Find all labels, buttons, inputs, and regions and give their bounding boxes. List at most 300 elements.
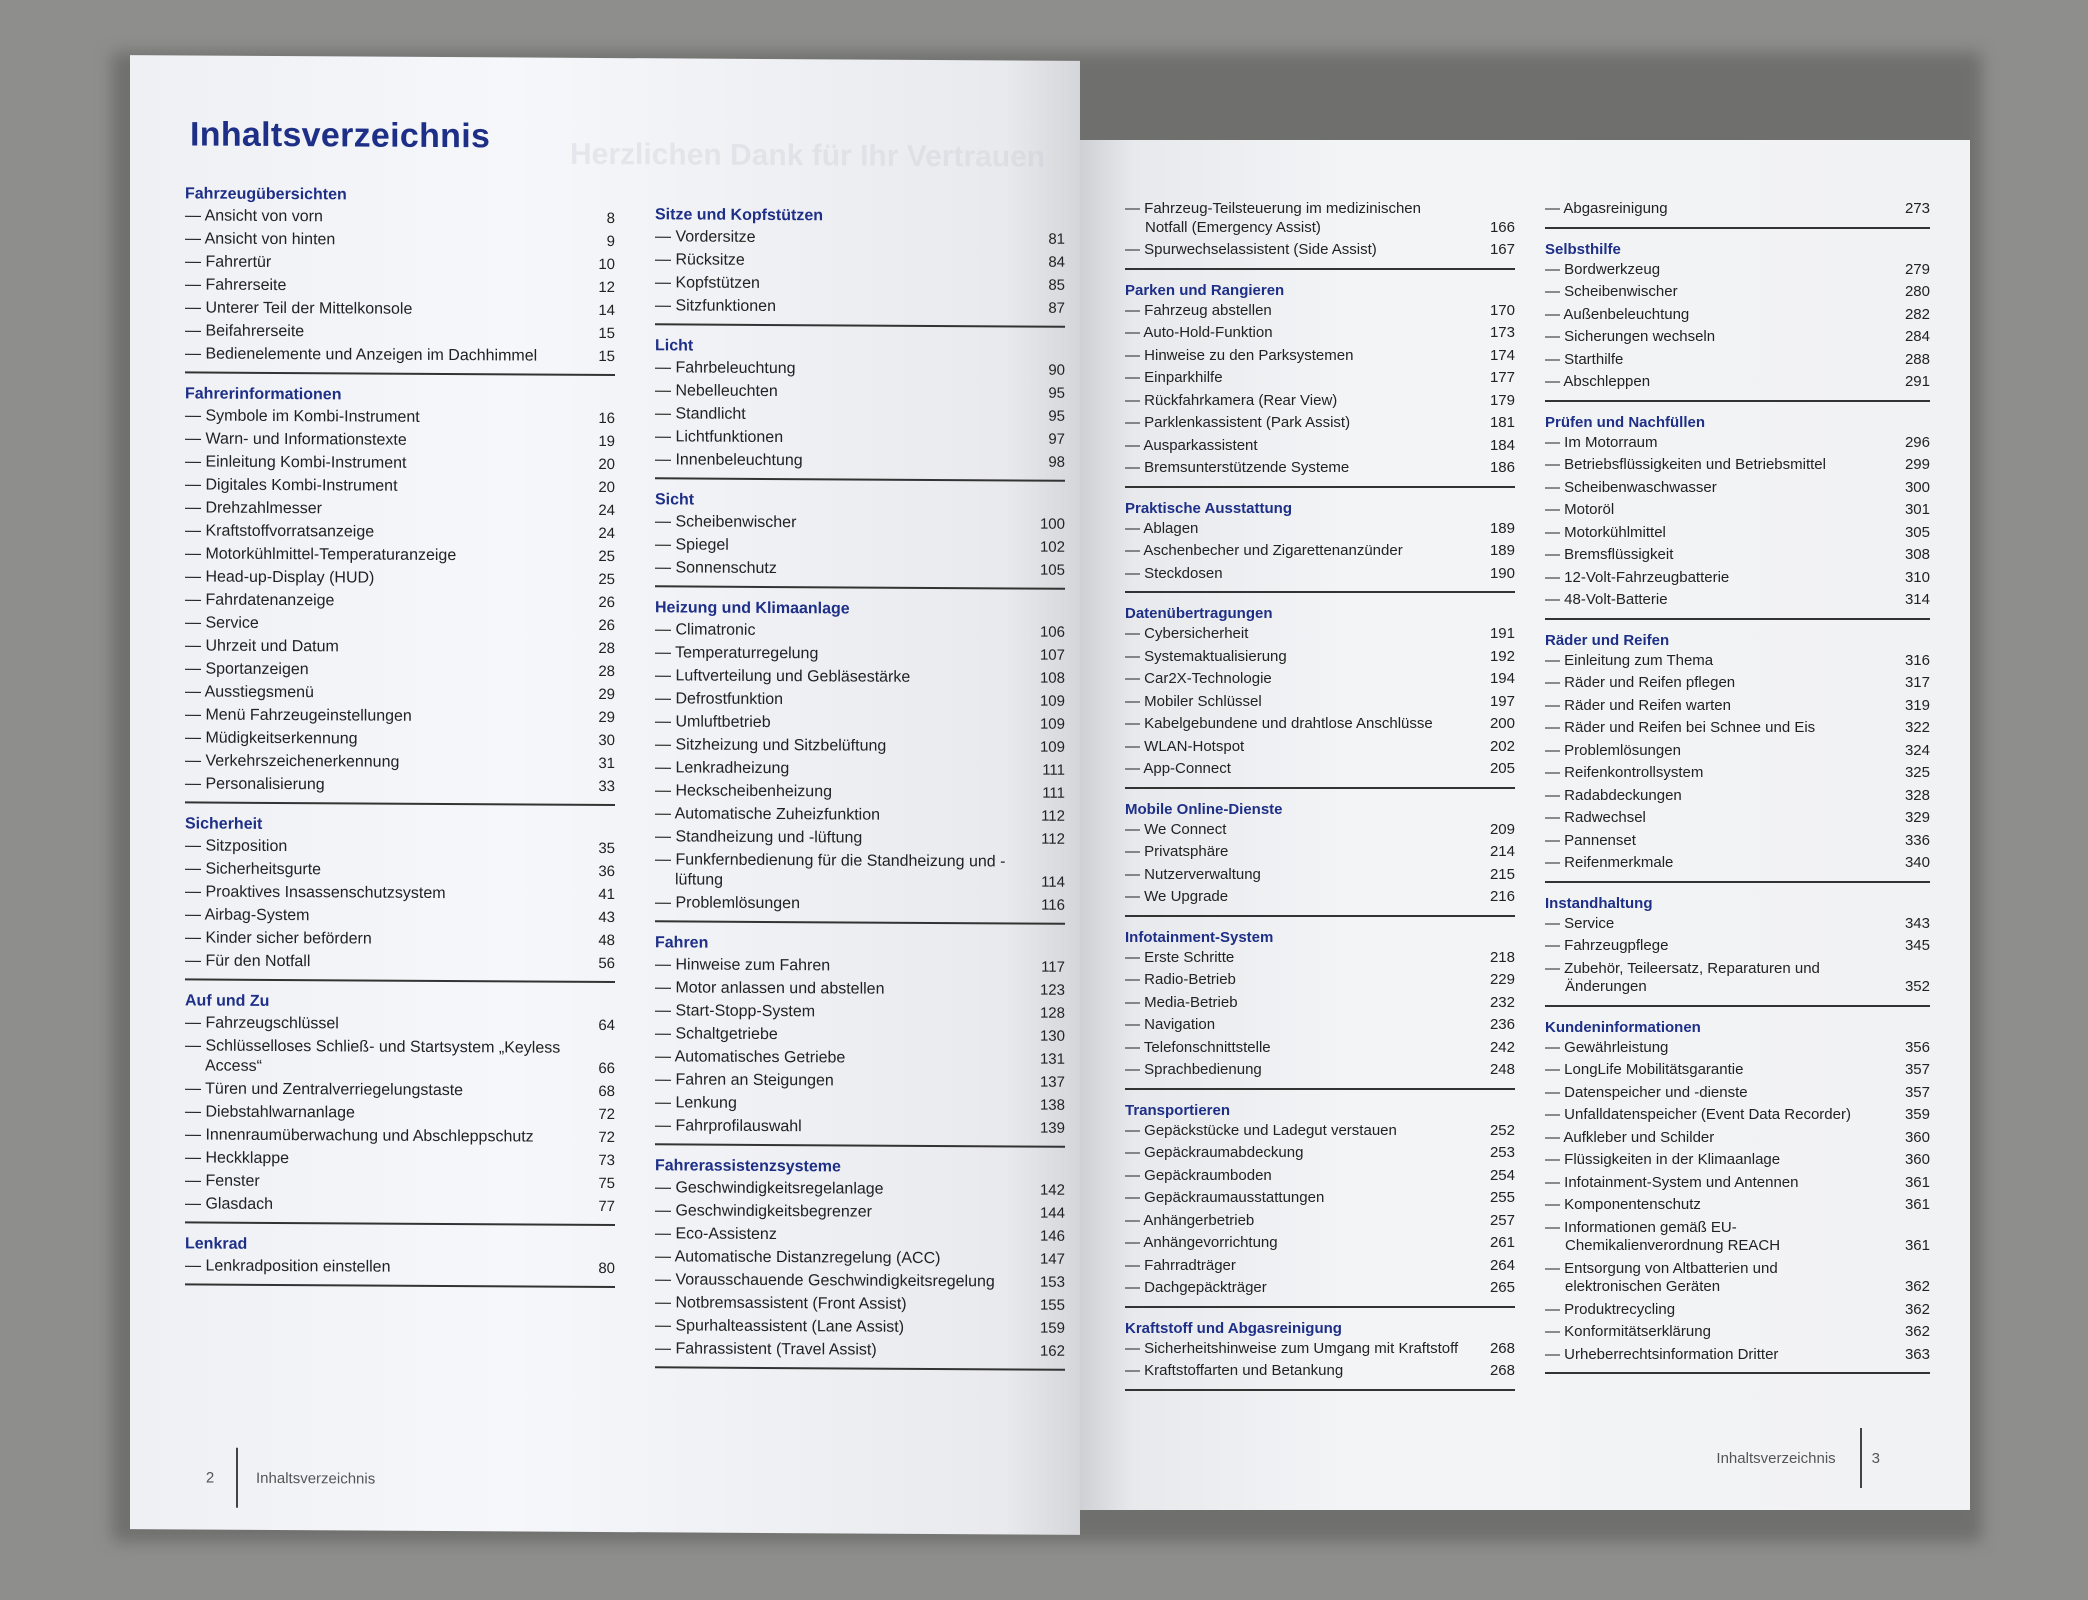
entry-title: — Vorausschauende Geschwindigkeitsregelung <box>655 1270 1023 1292</box>
toc-entry <box>655 712 1065 735</box>
entry-title: — Fahrzeug-Teilsteuerung im medizinischen Notfall (Emergency Assist) <box>1125 200 1473 237</box>
entry-title: — Rückfahrkamera (Rear View) <box>1125 392 1473 411</box>
entry-page-number: 310 <box>1904 568 1930 586</box>
toc-entry <box>655 1224 1065 1247</box>
entry-title: — Problemlösungen <box>655 893 1023 915</box>
toc-section <box>185 992 615 1226</box>
entry-page-number: 155 <box>1039 1296 1065 1314</box>
entry-page-number: 361 <box>1904 1196 1930 1213</box>
entry-page-number: 360 <box>1904 1128 1930 1146</box>
toc-entry <box>655 1024 1065 1047</box>
entry-title: — Zubehör, Teileersatz, Reparaturen und Änderungen <box>1545 960 1888 997</box>
entry-page-number: 202 <box>1489 737 1515 755</box>
toc-entry <box>185 544 615 567</box>
section-title: Kundeninformationen <box>1545 1018 1701 1036</box>
toc-entry <box>185 859 615 882</box>
toc-entry <box>655 250 1065 273</box>
entry-page-number: 236 <box>1489 1016 1515 1033</box>
toc-entry <box>1545 854 1930 873</box>
entry-page-number: 328 <box>1904 786 1930 804</box>
toc-entry <box>655 1001 1065 1024</box>
footer-divider <box>236 1448 238 1508</box>
toc-entry <box>185 659 615 682</box>
toc-entry <box>1545 1219 1930 1256</box>
entry-page-number: 68 <box>598 1082 615 1101</box>
toc-entry <box>1125 565 1515 584</box>
entry-page-number: 147 <box>1039 1250 1065 1268</box>
toc-entry <box>655 893 1065 916</box>
toc-entry <box>655 1316 1065 1339</box>
toc-entry <box>655 1178 1065 1201</box>
entry-page-number: 257 <box>1489 1211 1515 1229</box>
entry-page-number: 317 <box>1904 674 1930 691</box>
entry-page-number: 105 <box>1039 561 1065 579</box>
entry-title: — Unterer Teil der Mittelkonsole <box>185 298 573 320</box>
entry-page-number: 137 <box>1039 1073 1065 1091</box>
entry-page-number: 116 <box>1041 896 1065 914</box>
toc-entry <box>185 498 615 521</box>
entry-page-number: 248 <box>1489 1061 1515 1078</box>
toc-entry <box>655 850 1065 893</box>
entry-page-number: 25 <box>598 570 615 589</box>
entry-title: — Lenkung <box>655 1093 1023 1115</box>
toc-entry <box>1125 459 1515 478</box>
entry-page-number: 218 <box>1489 948 1515 966</box>
toc-entry <box>185 1171 615 1194</box>
entry-page-number: 261 <box>1489 1234 1515 1251</box>
toc-section <box>185 1235 615 1288</box>
footer-right <box>1716 1428 1880 1488</box>
entry-page-number: 189 <box>1489 519 1515 537</box>
toc-entry <box>655 955 1065 978</box>
entry-page-number: 284 <box>1904 328 1930 345</box>
entry-title: — Cybersicherheit <box>1125 625 1473 644</box>
toc-entry <box>1545 960 1930 997</box>
entry-title: — Müdigkeitserkennung <box>185 728 573 750</box>
entry-page-number: 128 <box>1039 1004 1065 1022</box>
toc-section <box>185 385 615 806</box>
entry-page-number: 273 <box>1904 200 1930 217</box>
entry-title: — Automatische Zuheizfunktion <box>655 804 1023 826</box>
toc-entry <box>1545 1174 1930 1193</box>
section-title: Infotainment-System <box>1125 928 1274 946</box>
entry-page-number: 20 <box>598 455 615 474</box>
entry-page-number: 26 <box>598 593 615 612</box>
entry-title: — Symbole im Kombi-Instrument <box>185 406 573 428</box>
entry-page-number: 80 <box>598 1259 615 1278</box>
entry-title: — Systemaktualisierung <box>1125 648 1473 667</box>
toc-column-1 <box>185 185 615 1300</box>
toc-entry <box>185 206 615 229</box>
toc-entry <box>1545 809 1930 828</box>
entry-title: — Fahrertür <box>185 252 573 274</box>
entry-title: — Funkfernbedienung für die Standheizung und -lüftung <box>655 850 1023 892</box>
entry-page-number: 308 <box>1904 546 1930 563</box>
entry-page-number: 356 <box>1904 1038 1930 1056</box>
entry-page-number: 144 <box>1039 1204 1065 1222</box>
toc-entry <box>1545 1323 1930 1342</box>
entry-title: — Innenraumüberwachung und Abschleppschutz <box>185 1125 573 1147</box>
toc-entry <box>1125 670 1515 689</box>
toc-entry <box>1125 760 1515 779</box>
toc-entry <box>655 535 1065 558</box>
entry-title: — Glasdach <box>185 1194 573 1216</box>
toc-entry <box>655 358 1065 381</box>
toc-entry <box>1545 1061 1930 1080</box>
entry-page-number: 75 <box>598 1174 615 1193</box>
toc-entry <box>1545 1151 1930 1170</box>
toc-entry <box>185 567 615 590</box>
entry-page-number: 215 <box>1489 865 1515 883</box>
toc-entry <box>1125 866 1515 885</box>
toc-entry <box>185 682 615 705</box>
entry-page-number: 106 <box>1039 623 1065 641</box>
toc-entry <box>185 590 615 613</box>
entry-title: — Sicherungen wechseln <box>1545 328 1888 347</box>
entry-page-number: 131 <box>1039 1050 1065 1068</box>
entry-title: — Auto-Hold-Funktion <box>1125 324 1473 343</box>
section-title: Räder und Reifen <box>1545 631 1670 649</box>
entry-title: — Sitzfunktionen <box>655 296 1023 318</box>
toc-entry <box>1125 1122 1515 1141</box>
entry-page-number: 291 <box>1904 373 1930 390</box>
entry-title: — Airbag-System <box>185 905 573 927</box>
entry-title: — Betriebsflüssigkeiten und Betriebsmittel <box>1545 456 1888 475</box>
entry-page-number: 114 <box>1041 873 1065 891</box>
entry-title: — Climatronic <box>655 620 1023 642</box>
entry-title: — Ablagen <box>1125 520 1473 539</box>
toc-section <box>1545 632 1930 883</box>
entry-page-number: 16 <box>598 409 615 428</box>
entry-page-number: 194 <box>1489 670 1515 687</box>
toc-entry <box>1125 1144 1515 1163</box>
entry-title: — Steckdosen <box>1125 565 1473 584</box>
toc-entry <box>655 512 1065 535</box>
entry-page-number: 72 <box>598 1128 615 1147</box>
toc-entry <box>655 781 1065 804</box>
toc-entry <box>1545 937 1930 956</box>
entry-page-number: 162 <box>1039 1342 1065 1360</box>
entry-title: — Abgasreinigung <box>1545 200 1888 219</box>
toc-entry <box>185 521 615 544</box>
section-title: Lenkrad <box>185 1235 248 1253</box>
toc-entry <box>655 404 1065 427</box>
toc-entry <box>185 406 615 429</box>
toc-entry <box>655 827 1065 850</box>
entry-page-number: 98 <box>1048 453 1065 471</box>
entry-title: — Parklenkassistent (Park Assist) <box>1125 414 1473 433</box>
section-title: Sicherheit <box>185 815 263 833</box>
toc-entry <box>655 1270 1065 1293</box>
toc-section <box>655 934 1065 1148</box>
toc-entry <box>1125 414 1515 433</box>
toc-section <box>185 815 615 983</box>
toc-entry <box>1125 843 1515 862</box>
entry-title: — Heckklappe <box>185 1148 573 1170</box>
entry-title: — Fahrzeugpflege <box>1545 937 1888 956</box>
toc-section <box>655 337 1065 482</box>
entry-title: — Rücksitze <box>655 250 1023 272</box>
toc-entry <box>1545 674 1930 693</box>
toc-entry <box>185 1148 615 1171</box>
toc-entry <box>1545 501 1930 520</box>
entry-title: — Anhängevorrichtung <box>1125 1234 1473 1253</box>
entry-page-number: 24 <box>598 501 615 520</box>
toc-entry <box>1125 542 1515 561</box>
entry-title: — Geschwindigkeitsbegrenzer <box>655 1201 1023 1223</box>
entry-title: — Schlüsselloses Schließ- und Startsystem „Keyless Access“ <box>185 1036 573 1078</box>
entry-page-number: 26 <box>598 616 615 635</box>
entry-page-number: 35 <box>598 839 615 858</box>
toc-entry <box>185 321 615 344</box>
entry-page-number: 117 <box>1041 958 1065 976</box>
entry-page-number: 252 <box>1489 1121 1515 1139</box>
entry-title: — Kraftstoffarten und Betankung <box>1125 1362 1473 1381</box>
entry-title: — Entsorgung von Altbatterien und elektronischen Geräten <box>1545 1260 1888 1297</box>
entry-page-number: 108 <box>1039 669 1065 687</box>
entry-page-number: 142 <box>1039 1181 1065 1199</box>
entry-page-number: 352 <box>1904 978 1930 995</box>
entry-page-number: 357 <box>1904 1083 1930 1101</box>
toc-entry <box>185 1036 615 1079</box>
toc-entry <box>655 1247 1065 1270</box>
toc-entry <box>185 1194 615 1217</box>
toc-section <box>185 185 615 376</box>
entry-page-number: 177 <box>1489 369 1515 386</box>
toc-entry <box>1125 1257 1515 1276</box>
entry-page-number: 205 <box>1489 760 1515 777</box>
entry-title: — Standheizung und -lüftung <box>655 827 1023 849</box>
entry-title: — Räder und Reifen warten <box>1545 697 1888 716</box>
toc-entry <box>185 1256 615 1279</box>
entry-page-number: 361 <box>1904 1173 1930 1191</box>
entry-title: — Einleitung zum Thema <box>1545 652 1888 671</box>
entry-page-number: 100 <box>1039 515 1065 533</box>
entry-page-number: 253 <box>1489 1144 1515 1161</box>
toc-entry <box>1125 392 1515 411</box>
entry-page-number: 280 <box>1904 283 1930 300</box>
entry-title: — Scheibenwaschwasser <box>1545 479 1888 498</box>
entry-title: — Standlicht <box>655 404 1023 426</box>
entry-page-number: 181 <box>1489 414 1515 431</box>
entry-title: — Im Motorraum <box>1545 434 1888 453</box>
entry-page-number: 73 <box>598 1151 615 1170</box>
toc-entry <box>1545 328 1930 347</box>
entry-title: — LongLife Mobilitätsgarantie <box>1545 1061 1888 1080</box>
entry-page-number: 64 <box>598 1016 615 1035</box>
entry-title: — Ansicht von hinten <box>185 229 573 251</box>
entry-page-number: 29 <box>598 685 615 704</box>
toc-entry <box>1545 1260 1930 1297</box>
entry-page-number: 102 <box>1039 538 1065 556</box>
entry-page-number: 268 <box>1489 1362 1515 1379</box>
entry-page-number: 316 <box>1904 651 1930 669</box>
entry-page-number: 14 <box>598 301 615 320</box>
entry-page-number: 173 <box>1489 324 1515 341</box>
toc-entry <box>1545 1301 1930 1320</box>
toc-entry <box>1545 200 1930 219</box>
section-title: Instandhaltung <box>1545 894 1653 912</box>
toc-entry <box>185 836 615 859</box>
entry-page-number: 314 <box>1904 591 1930 608</box>
entry-title: — Bedienelemente und Anzeigen im Dachhimmel <box>185 344 573 366</box>
toc-section <box>1125 200 1515 270</box>
entry-page-number: 340 <box>1904 854 1930 871</box>
entry-title: — Luftverteilung und Gebläsestärke <box>655 666 1023 688</box>
entry-page-number: 139 <box>1039 1119 1065 1137</box>
entry-title: — Anhängerbetrieb <box>1125 1212 1473 1231</box>
toc-section <box>1125 1320 1515 1391</box>
toc-entry <box>655 450 1065 473</box>
entry-title: — Fahrdatenanzeige <box>185 590 573 612</box>
right-page <box>1080 140 1970 1510</box>
entry-page-number: 325 <box>1904 764 1930 781</box>
toc-entry <box>1545 915 1930 934</box>
toc-entry <box>185 1102 615 1125</box>
entry-title: — Urheberrechtsinformation Dritter <box>1545 1346 1888 1365</box>
toc-entry <box>1125 1234 1515 1253</box>
entry-title: — Head-up-Display (HUD) <box>185 567 573 589</box>
entry-page-number: 10 <box>598 255 615 274</box>
entry-page-number: 95 <box>1048 384 1065 402</box>
toc-section <box>1545 200 1930 229</box>
entry-title: — Kinder sicher befördern <box>185 928 573 950</box>
entry-title: — Vordersitze <box>655 227 1023 249</box>
toc-entry <box>655 1116 1065 1139</box>
entry-title: — Ausparkassistent <box>1125 437 1473 456</box>
toc-column-3 <box>1125 200 1515 1403</box>
entry-page-number: 43 <box>598 908 615 927</box>
entry-title: — Produktrecycling <box>1545 1301 1888 1320</box>
toc-entry <box>185 613 615 636</box>
entry-page-number: 192 <box>1489 647 1515 665</box>
entry-page-number: 229 <box>1489 971 1515 988</box>
entry-title: — Gepäckraumabdeckung <box>1125 1144 1473 1163</box>
entry-title: — Notbremsassistent (Front Assist) <box>655 1293 1023 1315</box>
toc-entry <box>185 429 615 452</box>
entry-page-number: 95 <box>1048 407 1065 425</box>
entry-page-number: 300 <box>1904 478 1930 496</box>
entry-title: — Erste Schritte <box>1125 949 1473 968</box>
entry-title: — Außenbeleuchtung <box>1545 306 1888 325</box>
entry-page-number: 112 <box>1041 830 1065 848</box>
section-title: Transportieren <box>1125 1101 1231 1119</box>
entry-title: — Media-Betrieb <box>1125 994 1473 1013</box>
entry-title: — Kopfstützen <box>655 273 1023 295</box>
toc-entry <box>1125 324 1515 343</box>
entry-page-number: 31 <box>598 754 615 773</box>
section-title: Fahrerinformationen <box>185 385 342 404</box>
entry-title: — Car2X-Technologie <box>1125 670 1473 689</box>
entry-page-number: 15 <box>598 324 615 343</box>
entry-page-number: 336 <box>1904 831 1930 849</box>
entry-title: — Radwechsel <box>1545 809 1888 828</box>
toc-section <box>655 599 1065 925</box>
toc-section <box>1125 1102 1515 1308</box>
show-through-text: Herzlichen Dank für Ihr Vertrauen <box>570 137 1046 174</box>
entry-page-number: 345 <box>1904 937 1930 954</box>
toc-section <box>1545 241 1930 402</box>
entry-page-number: 12 <box>598 278 615 297</box>
entry-page-number: 87 <box>1048 299 1065 317</box>
toc-entry <box>1125 1189 1515 1208</box>
toc-entry <box>655 620 1065 643</box>
page-number-right: 3 <box>1871 1449 1880 1467</box>
toc-entry <box>1545 697 1930 716</box>
toc-entry <box>185 751 615 774</box>
toc-entry <box>1125 1016 1515 1035</box>
entry-page-number: 329 <box>1904 809 1930 826</box>
toc-entry <box>1125 1279 1515 1298</box>
toc-entry <box>655 273 1065 296</box>
toc-entry <box>655 558 1065 581</box>
entry-page-number: 319 <box>1904 696 1930 714</box>
entry-page-number: 30 <box>598 731 615 750</box>
entry-title: — Spiegel <box>655 535 1023 557</box>
entry-title: — Schaltgetriebe <box>655 1024 1023 1046</box>
entry-title: — Ausstiegsmenü <box>185 682 573 704</box>
entry-page-number: 41 <box>598 885 615 904</box>
entry-title: — Lenkradposition einstellen <box>185 1256 573 1278</box>
entry-title: — Informationen gemäß EU-Chemikalienverordnung REACH <box>1545 1219 1888 1256</box>
entry-title: — Fahrradträger <box>1125 1257 1473 1276</box>
section-title: Mobile Online-Dienste <box>1125 800 1283 818</box>
entry-page-number: 153 <box>1039 1273 1065 1291</box>
entry-title: — Starthilfe <box>1545 351 1888 370</box>
toc-entry <box>1545 1039 1930 1058</box>
entry-title: — Abschleppen <box>1545 373 1888 392</box>
entry-title: — Flüssigkeiten in der Klimaanlage <box>1545 1151 1888 1170</box>
entry-title: — Fahrerseite <box>185 275 573 297</box>
toc-entry <box>185 475 615 498</box>
footer-label-right: Inhaltsverzeichnis <box>1716 1449 1836 1467</box>
toc-entry <box>1545 456 1930 475</box>
entry-title: — Fahren an Steigungen <box>655 1070 1023 1092</box>
toc-section <box>655 1157 1065 1371</box>
toc-entry <box>1545 719 1930 738</box>
toc-entry <box>655 381 1065 404</box>
entry-title: — Personalisierung <box>185 774 573 796</box>
entry-page-number: 90 <box>1048 361 1065 379</box>
section-title: Kraftstoff und Abgasreinigung <box>1125 1319 1342 1337</box>
entry-page-number: 363 <box>1904 1345 1930 1363</box>
entry-page-number: 109 <box>1039 738 1065 756</box>
entry-page-number: 97 <box>1048 430 1065 448</box>
entry-title: — Start-Stopp-System <box>655 1001 1023 1023</box>
toc-entry <box>1125 200 1515 237</box>
entry-page-number: 159 <box>1039 1319 1065 1337</box>
entry-title: — Navigation <box>1125 1016 1473 1035</box>
toc-entry <box>1545 764 1930 783</box>
entry-page-number: 77 <box>598 1197 615 1216</box>
entry-title: — Fahrbeleuchtung <box>655 358 1023 380</box>
entry-title: — Diebstahlwarnanlage <box>185 1102 573 1124</box>
section-title: Sitze und Kopfstützen <box>655 206 823 225</box>
toc-entry <box>655 643 1065 666</box>
toc-section <box>1545 1019 1930 1375</box>
entry-page-number: 299 <box>1904 456 1930 473</box>
toc-entry <box>1125 1039 1515 1058</box>
entry-title: — Drehzahlmesser <box>185 498 573 520</box>
page-title: Inhaltsverzeichnis <box>190 115 491 156</box>
toc-section <box>1545 414 1930 620</box>
toc-entry <box>1125 302 1515 321</box>
toc-entry <box>1545 652 1930 671</box>
toc-entry <box>655 689 1065 712</box>
entry-page-number: 85 <box>1048 276 1065 294</box>
footer-left <box>190 1447 375 1508</box>
entry-title: — Spurwechselassistent (Side Assist) <box>1125 241 1473 260</box>
